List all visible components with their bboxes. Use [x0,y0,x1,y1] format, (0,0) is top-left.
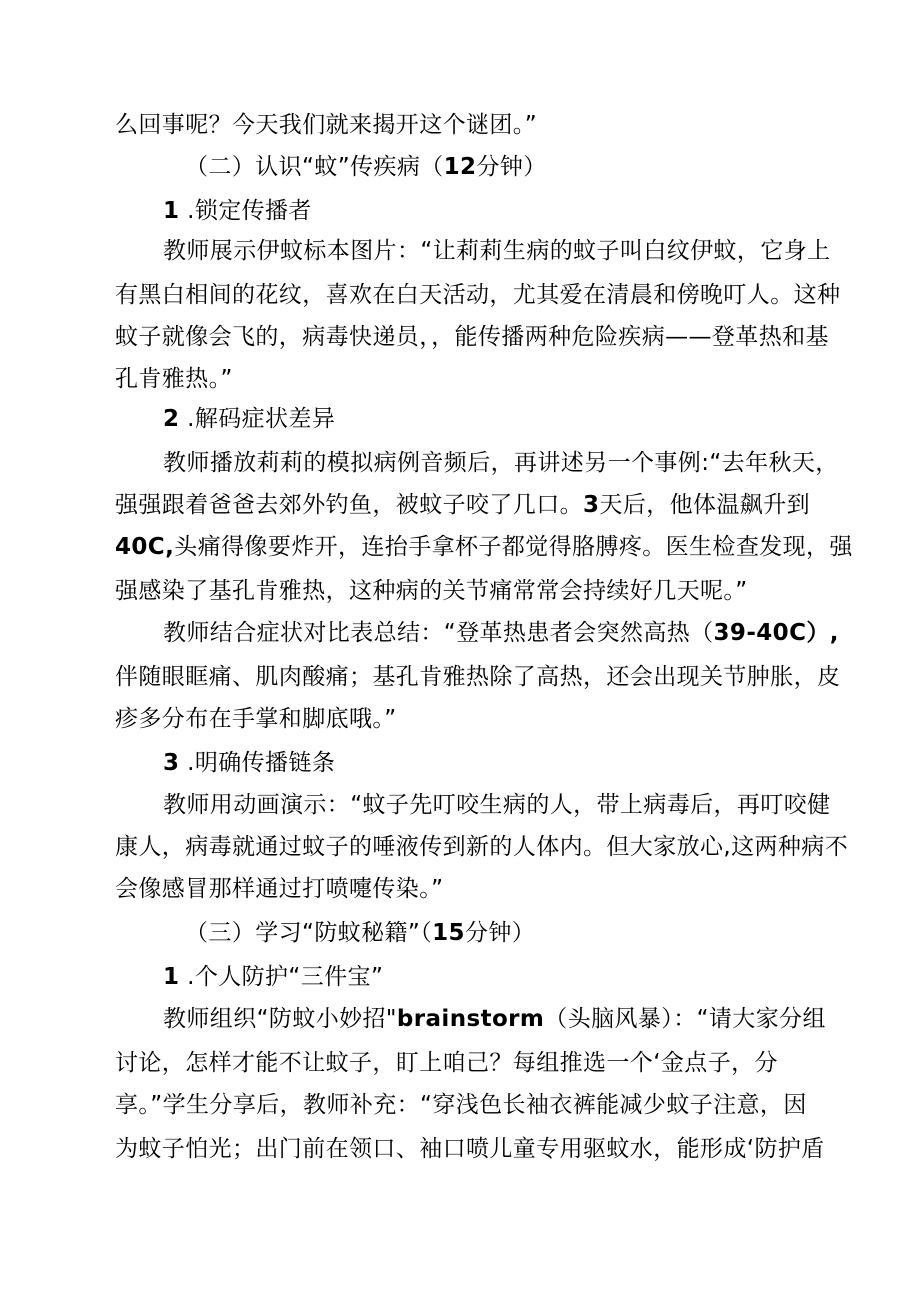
text-line [163,448,839,478]
text-line [163,1004,826,1034]
text-segment: .锁定传播者 [179,198,312,224]
text-segment: 分钟） [464,920,536,946]
text-segment: （二）认识“蚊”传疾病（ [185,154,444,180]
text-segment: （头脑风暴）：“请大家分组 [544,1006,826,1032]
text-segment: 会像感冒那样通过打喷嚏传染。” [115,876,444,902]
text-line [115,662,840,692]
text-line [185,918,535,948]
text-line [115,874,443,904]
text-line [163,962,383,992]
text-segment: 教师结合症状对比表总结：“登革热患者会突然高热（ [163,620,714,646]
text-segment: .个人防护“三件宝” [179,964,384,990]
text-segment: 蚊子就像会飞的，病毒快递员，，能传播两种危险疾病——登革热和基 [115,324,829,350]
text-line [163,790,831,820]
text-line [115,490,810,520]
bold-text-segment: 1 [163,964,180,990]
text-line [115,1048,778,1078]
text-segment: 教师展示伊蚊标本图片：“让莉莉生病的蚊子叫白纹伊蚊，它身上 [163,238,831,264]
text-line [115,1090,807,1120]
text-line [163,196,312,226]
text-line [115,532,853,562]
text-segment: 疹多分布在手掌和脚底哦。” [115,706,397,732]
text-segment: 伴随眼眶痛、肌肉酸痛；基孔肯雅热除了高热，还会出现关节肿胀，皮 [115,664,841,690]
text-segment: 强感染了基孔肯雅热，这种病的关节痛常常会持续好几天呢。” [115,578,748,604]
text-segment: 么回事呢？今天我们就来揭开这个谜团。” [115,112,538,138]
text-segment: 孔肯雅热。” [115,366,233,392]
text-segment: 有黑白相间的花纹，喜欢在白天活动，尤其爱在清晨和傍晚叮人。这种 [115,282,841,308]
text-line [185,152,547,182]
text-line [163,618,839,648]
text-segment: 教师用动画演示：“蚊子先叮咬生病的人，带上病毒后，再叮咬健 [163,792,831,818]
bold-text-segment: 40C, [115,534,175,560]
text-line [163,404,335,434]
bold-text-segment: 15 [432,920,465,946]
text-segment: 强强跟着爸爸去郊外钓鱼，被蚊子咬了几口。 [115,492,583,518]
text-line [115,832,848,862]
text-segment: 康人，病毒就通过蚊子的唾液传到新的人体内。但大家放心,这两种病不 [115,834,849,860]
text-line [115,110,537,140]
bold-text-segment: 12 [443,154,477,180]
text-line [115,364,233,394]
bold-text-segment: 3 [583,492,600,518]
text-segment: .解码症状差异 [179,406,336,432]
bold-text-segment: 1 [163,198,180,224]
text-segment: 分钟） [476,154,547,180]
bold-text-segment: 3 [163,750,180,776]
text-line [163,236,831,266]
text-segment: 享。”学生分享后，教师补充：“穿浅色长袖衣裤能减少蚊子注意，因 [115,1092,807,1118]
text-line [163,748,335,778]
text-segment: 教师组织“防蚊小妙招" [163,1006,397,1032]
text-segment: （三）学习“防蚊秘籍”（ [185,920,433,946]
text-segment: 天后，他体温飙升到 [599,492,811,518]
text-line [115,280,840,310]
text-line [115,322,829,352]
text-line [115,1134,825,1164]
text-segment: 为蚊子怕光；出门前在领口、袖口喷儿童专用驱蚊水，能形成‘防护盾 [115,1136,825,1162]
text-line [115,704,397,734]
text-segment: 讨论，怎样才能不让蚊子，盯上咱己？每组推选一个‘金点子，分 [115,1050,778,1076]
text-segment: .明确传播链条 [179,750,336,776]
bold-text-segment: brainstorm [396,1006,545,1032]
bold-text-segment: 2 [163,406,180,432]
text-segment: 教师播放莉莉的模拟病例音频后，再讲述另一个事例:“去年秋天， [163,450,839,476]
text-segment: 头痛得像要炸开，连抬手拿杯子都觉得胳膊疼。医生检查发现，强 [174,534,853,560]
bold-text-segment: 39-40C）, [713,620,839,646]
text-line [115,576,748,606]
